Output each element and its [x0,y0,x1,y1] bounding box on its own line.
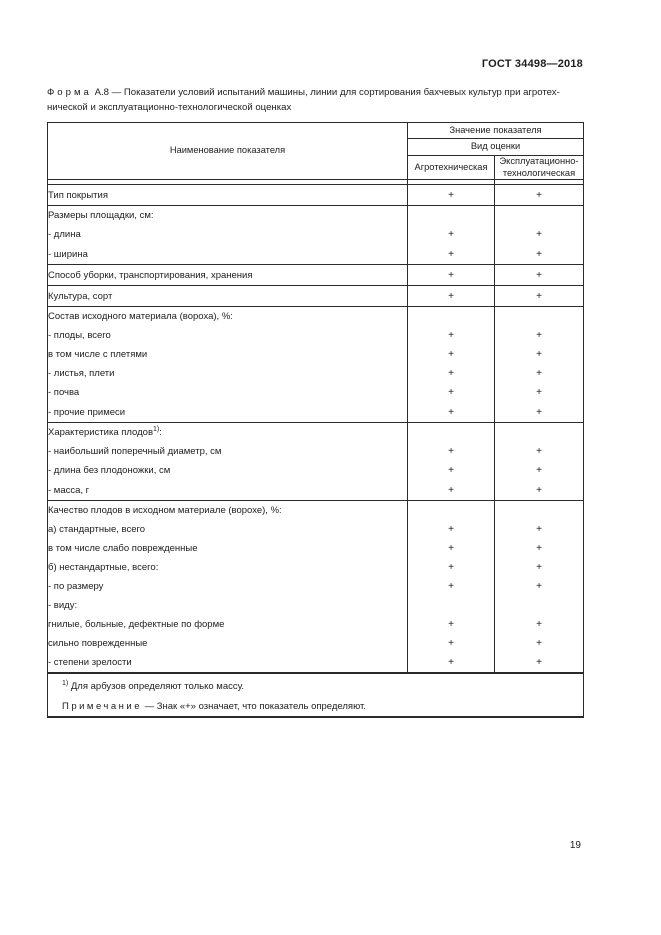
value-cell-agrotechnical: + [408,520,495,539]
value-cell-agrotechnical: + [408,577,495,596]
table-row [48,206,584,226]
table-row [48,558,584,577]
indicator-name-cell: - длина без плодоножки, см [48,461,408,480]
table-row [48,265,584,286]
col-header-agrotechnical: Агротехническая [408,156,495,180]
table-row [48,480,584,501]
col-header-operational-technological: Эксплуатационно-технологическая [495,156,584,180]
table-row [48,423,584,443]
value-cell-operational-technological: + [536,446,542,457]
value-cell-agrotechnical: + [408,364,495,383]
indicator-name-cell: в том числе с плетями [48,345,408,364]
value-cell-operational-technological [495,206,584,226]
value-cell-agrotechnical: + [408,480,495,501]
table-row [48,577,584,596]
table-row [48,461,584,480]
value-cell-operational-technological [495,423,584,443]
value-cell-operational-technological: + [536,387,542,398]
table-row [48,520,584,539]
table-row [48,345,584,364]
table-row [48,634,584,653]
value-cell-agrotechnical: + [408,345,495,364]
footnote-cell [48,673,584,696]
indicators-table [47,122,584,718]
page-number: 19 [569,840,581,851]
table-row [48,596,584,615]
value-cell-agrotechnical: + [408,402,495,423]
table-row [48,615,584,634]
indicator-name-cell: - листья, плети [48,364,408,383]
value-cell-operational-technological: + [536,619,542,630]
form-caption-line1: — Показатели условий испытаний машины, линии для сортирования бахчевых культур при агротех- [111,87,560,98]
value-cell-operational-technological: + [495,286,584,307]
table-row [48,364,584,383]
indicator-name-cell: Культура, сорт [48,286,408,307]
table-row [48,539,584,558]
table-row [48,653,584,673]
value-cell-operational-technological: + [495,244,584,265]
form-caption [47,85,592,115]
indicator-name-cell: Характеристика плодов$^{1)}$: [48,423,408,443]
form-caption-label: Форма [47,87,92,98]
value-cell-agrotechnical: + [408,185,495,206]
value-cell-operational-technological: + [536,368,542,379]
indicator-name-cell: - ширина [48,244,408,265]
value-cell-operational-technological: + [495,185,584,206]
footnote-marker: 1) [62,679,69,687]
value-cell-agrotechnical: + [408,539,495,558]
form-caption-line2: нической и эксплуатационно-технологической оценках [47,102,292,113]
table-header [48,123,584,185]
value-cell-operational-technological [495,501,584,521]
indicator-name-cell: - масса, г [48,480,408,501]
value-cell-operational-technological: + [536,581,542,592]
table-row [48,383,584,402]
table-row [48,442,584,461]
indicator-name-cell: Тип покрытия [48,185,408,206]
indicator-name-cell: - плоды, всего [48,326,408,345]
value-cell-operational-technological: + [536,330,542,341]
header-row-value [48,123,584,139]
table-row [48,225,584,244]
value-cell-operational-technological [495,596,584,615]
indicator-name-cell: - по размеру [48,577,408,596]
value-cell-operational-technological: + [536,349,542,360]
table-row [48,307,584,327]
footnote-row [48,673,584,696]
indicator-name-cell: Состав исходного материала (вороха), %: [48,307,408,327]
table-row [48,326,584,345]
indicator-name-cell: - длина [48,225,408,244]
note-text: — Знак «+» означает, что показатель определяют. [144,700,366,712]
value-cell-agrotechnical [408,501,495,521]
value-cell-agrotechnical: + [408,225,495,244]
indicator-name-cell: гнилые, больные, дефектные по форме [48,615,408,634]
value-cell-operational-technological: + [495,480,584,501]
footnote-text: Для арбузов определяют только массу. [70,680,245,692]
col-header-indicator-name: Наименование показателя [48,123,408,180]
table-row [48,185,584,206]
value-cell-agrotechnical: + [408,286,495,307]
doc-number: ГОСТ 34498—2018 [481,58,583,70]
indicator-name-cell: Качество плодов в исходном материале (ворохе), %: [48,501,408,521]
indicator-name-cell: - наибольший поперечный диаметр, см [48,442,408,461]
note-label: Примечание [62,700,142,712]
value-cell-agrotechnical [408,307,495,327]
indicator-name-cell: Способ уборки, транспортирования, хранения [48,265,408,286]
value-cell-agrotechnical: + [408,244,495,265]
col-header-indicator-value: Значение показателя [408,123,584,139]
value-cell-agrotechnical [408,423,495,443]
indicator-name-cell: в том числе слабо поврежденные [48,539,408,558]
form-caption-id: А.8 [94,87,109,98]
indicator-name-cell: - виду: [48,596,408,615]
value-cell-agrotechnical: + [408,326,495,345]
value-cell-agrotechnical: + [408,653,495,673]
value-cell-operational-technological: + [536,465,542,476]
value-cell-operational-technological: + [495,265,584,286]
table-row [48,244,584,265]
value-cell-operational-technological: + [536,543,542,554]
value-cell-agrotechnical [408,206,495,226]
indicator-name-cell: - прочие примеси [48,402,408,423]
value-cell-agrotechnical: + [408,265,495,286]
value-cell-operational-technological: + [536,638,542,649]
value-cell-operational-technological: + [536,562,542,573]
indicator-name-cell: б) нестандартные, всего: [48,558,408,577]
note-cell [48,696,584,717]
value-cell-operational-technological [495,307,584,327]
indicator-name-cell: Размеры площадки, см: [48,206,408,226]
table-footer [48,673,584,717]
indicator-name-cell: сильно поврежденные [48,634,408,653]
value-cell-operational-technological: + [536,229,542,240]
value-cell-agrotechnical: + [408,558,495,577]
value-cell-agrotechnical: + [408,461,495,480]
value-cell-agrotechnical: + [408,615,495,634]
value-cell-operational-technological: + [536,657,542,668]
value-cell-operational-technological: + [536,524,542,535]
table-row [48,501,584,521]
value-cell-agrotechnical: + [408,442,495,461]
note-row [48,696,584,717]
value-cell-agrotechnical: + [408,383,495,402]
value-cell-agrotechnical [408,596,495,615]
table-body [48,185,584,674]
table-row [48,402,584,423]
indicator-name-cell: - почва [48,383,408,402]
value-cell-agrotechnical: + [408,634,495,653]
value-cell-operational-technological: + [495,402,584,423]
indicator-name-cell: - степени зрелости [48,653,408,673]
indicator-name-cell: а) стандартные, всего [48,520,408,539]
col-header-eval-kind: Вид оценки [408,139,584,156]
table-row [48,286,584,307]
